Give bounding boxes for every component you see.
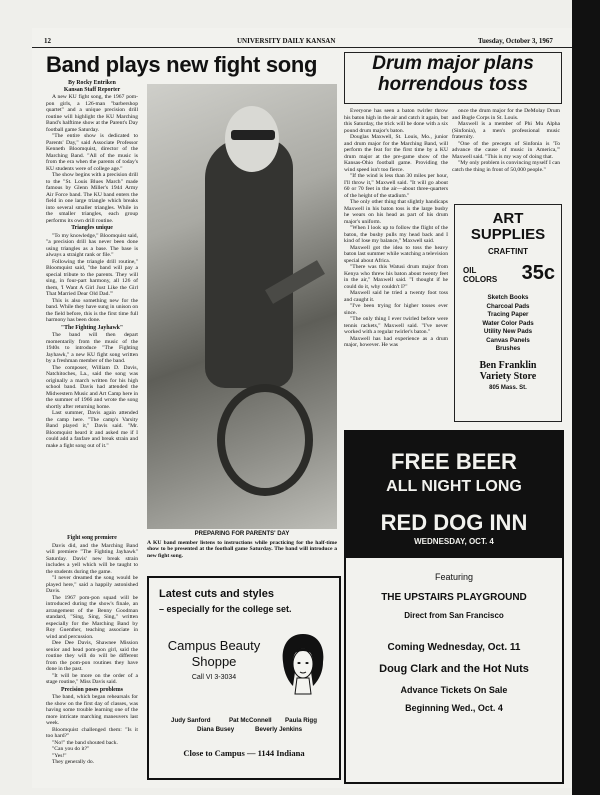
staff-name: Paula Rigg xyxy=(285,717,317,724)
byline-author: By Rocky Entriken xyxy=(68,80,116,86)
campus-beauty-ad xyxy=(147,576,341,780)
photo-caption-title: PREPARING FOR PARENTS' DAY xyxy=(194,531,290,537)
band-member-photo xyxy=(147,84,337,529)
byline xyxy=(46,80,138,93)
beer-line-2: ALL NIGHT LONG xyxy=(386,478,522,495)
oil-label-line-1: OIL xyxy=(463,266,477,275)
drum-headline-line-1: Drum major plans xyxy=(372,53,534,74)
woman-hairstyle-illustration xyxy=(279,632,327,696)
paragraph: "When I look up to follow the flight of the baton, the busby pulls my head back and I kind of lose my balance," Maxwell said. xyxy=(344,225,448,244)
masthead-rule xyxy=(32,47,572,48)
photo-sousaphone xyxy=(217,384,313,496)
free-beer-ad xyxy=(344,430,564,784)
paragraph: "There was this Watusi drum major from Kenya who threw his baton about twenty feet in the air," Maxwell said. "I thought if he could do it, why couldn't I?" xyxy=(344,264,448,290)
campus-shop-name-1: Campus Beauty xyxy=(167,638,261,653)
paragraph: Everyone has seen a baton twirler throw his baton high in the air and catch it again, but this Saturday, the trick will be done with a six pound drum major's baton. xyxy=(344,108,448,134)
paragraph: "I never dreamed the song would be played here," said a happily astonished Davis. xyxy=(46,575,138,594)
list-item: Sketch Books xyxy=(487,294,529,301)
beer-ad-top-band xyxy=(346,432,562,558)
drum-headline-line-2: horrendous toss xyxy=(378,74,528,95)
paragraph: once the drum major for the DeMolay Drum and Bugle Corps in St. Louis. xyxy=(452,108,560,121)
paragraph: Davis did, and the Marching Band will premiere "The Fighting Jayhawk" Saturday. Davis' new break strain includes a yell which will be taught to the students during the game. xyxy=(46,542,138,575)
subhead-fight-song-premiere: Fight song premiere xyxy=(67,535,117,541)
staff-name: Judy Sanford xyxy=(171,717,211,724)
campus-shop-name xyxy=(159,638,269,670)
issue-date: Tuesday, October 3, 1967 xyxy=(478,37,553,45)
art-title-2: SUPPLIES xyxy=(470,226,546,243)
newspaper-page xyxy=(32,28,572,788)
art-items-list xyxy=(455,294,561,354)
paragraph: They generally do. xyxy=(52,759,95,765)
paragraph: "Can you do it?" xyxy=(52,746,90,752)
beer-line-1: FREE BEER xyxy=(391,449,517,474)
paragraph: Last summer, Davis again attended the camp here. "The camp's Varsity Band played it," Davis said. "Mr. Bloomquist heard it and asked me if I could add a fanfare and break strain and make a fight song out of it." xyxy=(46,410,138,449)
oil-price: 35c xyxy=(521,262,555,284)
staff-name: Beverly Jenkins xyxy=(255,726,303,733)
list-item: Water Color Pads xyxy=(482,319,534,327)
byline-staff: Kansan Staff Reporter xyxy=(63,86,121,93)
photo-caption: A KU band member listens to instructions while practicing for the half-time show to be presented at the football game Saturday. The band will introduce a new fight song. xyxy=(147,540,337,559)
beer-act-2: Doug Clark and the Hot Nuts xyxy=(379,663,529,675)
paragraph: The only other thing that slightly handicaps Maxwell in his baton toss is the large busby he wears on his head as part of his drum major's uniform. xyxy=(344,199,448,225)
beer-line-3: RED DOG INN xyxy=(380,510,528,535)
campus-headline-1: Latest cuts and styles xyxy=(159,588,274,600)
art-brand: CRAFTINT xyxy=(488,247,528,256)
paragraph: "If the wind is less than 30 miles per hour, I'll throw it," Maxwell said. "It will go about 60 or 70 feet in the air—about three-quarters of the height of the stadium." xyxy=(344,173,448,199)
campus-address: Close to Campus — 1144 Indiana xyxy=(183,748,305,758)
beer-tickets: Advance Tickets On Sale xyxy=(400,685,508,695)
masthead xyxy=(32,34,572,48)
beer-featuring: Featuring xyxy=(434,572,474,582)
paragraph: Maxwell said he tried a twenty foot toss and caught it. xyxy=(344,290,448,303)
list-item: Utility New Pads xyxy=(483,328,533,335)
list-item: Charcoal Pads xyxy=(486,302,530,310)
oil-label-line-2: COLORS xyxy=(463,275,498,284)
paragraph: "It will be more on the order of a stage routine," Miss Davis said. xyxy=(46,672,138,685)
paragraph: Maxwell is a member of Phi Mu Alpha (Sinfonia), a men's professional music fraternity. xyxy=(452,121,560,140)
paragraph: Maxwell got the idea to toss the heavy baton last summer while watching a television special about Africa. xyxy=(344,244,448,264)
store-address: 805 Mass. St. xyxy=(489,384,527,391)
paragraph: A new KU fight song, the 1967 pom-pon girls, a 126-man "barbershop quartet" and a unique precision drill routine will highlight the KU Marching Band's halftime show at the Parent's Day football game Saturday. xyxy=(46,94,138,133)
campus-shop-name-2: Shoppe xyxy=(191,654,237,669)
paragraph: "I've been trying for higher tosses ever since. xyxy=(344,303,448,316)
band-article-column-2 xyxy=(46,534,138,786)
paragraph: The band will then depart momentarily from the music of the 1940s to introduce "The Fighting Jayhawk," a new KU fight song written by a freshman member of the band. xyxy=(46,332,138,364)
drum-article-column-2 xyxy=(452,108,560,200)
paragraph: "One of the precepts of Sinfonia is 'To advance the cause of music in America,'" Maxwell said. "This is my way of doing that. xyxy=(452,140,560,160)
campus-phone: Call VI 3-3034 xyxy=(191,674,237,681)
list-item: Tracing Paper xyxy=(487,311,529,318)
paragraph: "My only problem is convincing myself I can catch the thing in front of 50,000 people." xyxy=(452,160,560,173)
subhead-fighting-jayhawk: "The Fighting Jayhawk" xyxy=(60,324,124,331)
subhead-precision: Precision poses problems xyxy=(61,686,123,693)
beer-act-1: THE UPSTAIRS PLAYGROUND xyxy=(381,592,527,603)
paragraph: Maxwell has had experience as a drum major, however. He was xyxy=(344,335,448,348)
band-headline: Band plays new fight song xyxy=(46,52,318,77)
paragraph: Bloomquist challenged them: "Is it too hard?" xyxy=(46,726,138,739)
page-number: 12 xyxy=(44,37,51,45)
paragraph: The show begins with a precision drill to the "St. Louis Blues March" made famous by Glenn Miller's 1944 Army Air Force band. The KU band enters the field in one large triangle which breaks into several smaller triangles. While in the smaller triangles, each group performs its own drill routine. xyxy=(46,172,138,224)
paragraph: Following the triangle drill routine," Bloomquist said, "the band will pay a special tribute to the parents. They will sing, in four-part harmony, all 126 of them, 'I Want A Girl Just Like the Girl That Married Dear Old Dad.'" xyxy=(46,258,138,297)
list-item: Canvas Panels xyxy=(486,336,530,344)
band-article-column-1 xyxy=(46,94,138,534)
beer-act-1-origin: Direct from San Francisco xyxy=(404,611,504,620)
paragraph: The band, which began rehearsals for the show on the first day of classes, was having some trouble learning one of the more intricate marching maneuvers last week. xyxy=(46,694,138,726)
paragraph: This is also something new for the band. While they have sung in unison on the field before, this is the first time full harmony has been done. xyxy=(46,297,138,323)
beer-line-4: WEDNESDAY, OCT. 4 xyxy=(414,537,494,546)
oil-colors-offer xyxy=(455,264,561,288)
paragraph: "The entire show is dedicated to Parents' Day," said Associate Professor Kenneth Bloomquist, director of the Marching Band. "All of the music is from the era when the parents of today's KU students were of college age." xyxy=(46,133,138,172)
paragraph: Dee Dee Davis, Shawnee Mission senior and head pom-pon girl, said the routine they will do will be different from the pom-pon routines they have done in the past. xyxy=(46,640,138,672)
paragraph: "Yes!" xyxy=(52,752,67,759)
staff-name: Diana Busey xyxy=(197,726,235,733)
oil-colors-label xyxy=(463,266,497,284)
paper-name: UNIVERSITY DAILY KANSAN xyxy=(237,37,336,45)
paragraph: The 1967 pom-pon squad will be introduced during the show's finale, an arrangement of the Benny Goodman standard, "Sing, Sing, Sing," written especially for the Marching Band by Roy Guenther, teaching associate in wind and percussion. xyxy=(46,594,138,640)
art-supplies-ad xyxy=(454,204,562,422)
page-edge-shadow xyxy=(572,0,600,795)
paragraph: "To my knowledge," Bloomquist said, "a precision drill has never been done using triangles as a base. The base is always a straight rank or file." xyxy=(46,232,138,258)
subhead-triangles: Triangles unique xyxy=(71,225,113,231)
beer-beginning: Beginning Wed., Oct. 4 xyxy=(405,703,503,713)
staff-name: Pat McConnell xyxy=(229,717,272,724)
photo-figure-glasses xyxy=(231,130,275,140)
list-item: Brushes xyxy=(495,345,521,352)
beer-coming: Coming Wednesday, Oct. 11 xyxy=(387,642,521,653)
campus-headline-2: – especially for the college set. xyxy=(159,604,292,614)
photo-figure-body xyxy=(205,138,293,388)
paragraph: Douglas Maxwell, St. Louis, Mo., junior and drum major for the Marching Band, will perform the feat for the first time by a KU drum major at the pre-game show of the Kansas-Ohio football game. Providing the wind speed isn't too fierce. xyxy=(344,134,448,173)
paragraph: The composer, William D. Davis, Natchitoches, La., said the song was originally a march written for his high school band. Davis had attended the Midwestern Music and Art Camp here in the summer of 1966 and wrote the song shortly after returning home. xyxy=(46,364,138,410)
drum-major-headline-box xyxy=(344,52,562,104)
paragraph: "No!" the band shouted back. xyxy=(52,739,118,746)
store-name-2: Variety Store xyxy=(479,370,537,382)
drum-article-column-1 xyxy=(344,108,448,420)
art-title-1: ART xyxy=(492,210,524,227)
paragraph: "The only thing I ever twirled before were tennis rackets," Maxwell said. "I've never worked with a regular twirler's baton." xyxy=(344,316,448,335)
store-name-1: Ben Franklin xyxy=(479,359,537,371)
